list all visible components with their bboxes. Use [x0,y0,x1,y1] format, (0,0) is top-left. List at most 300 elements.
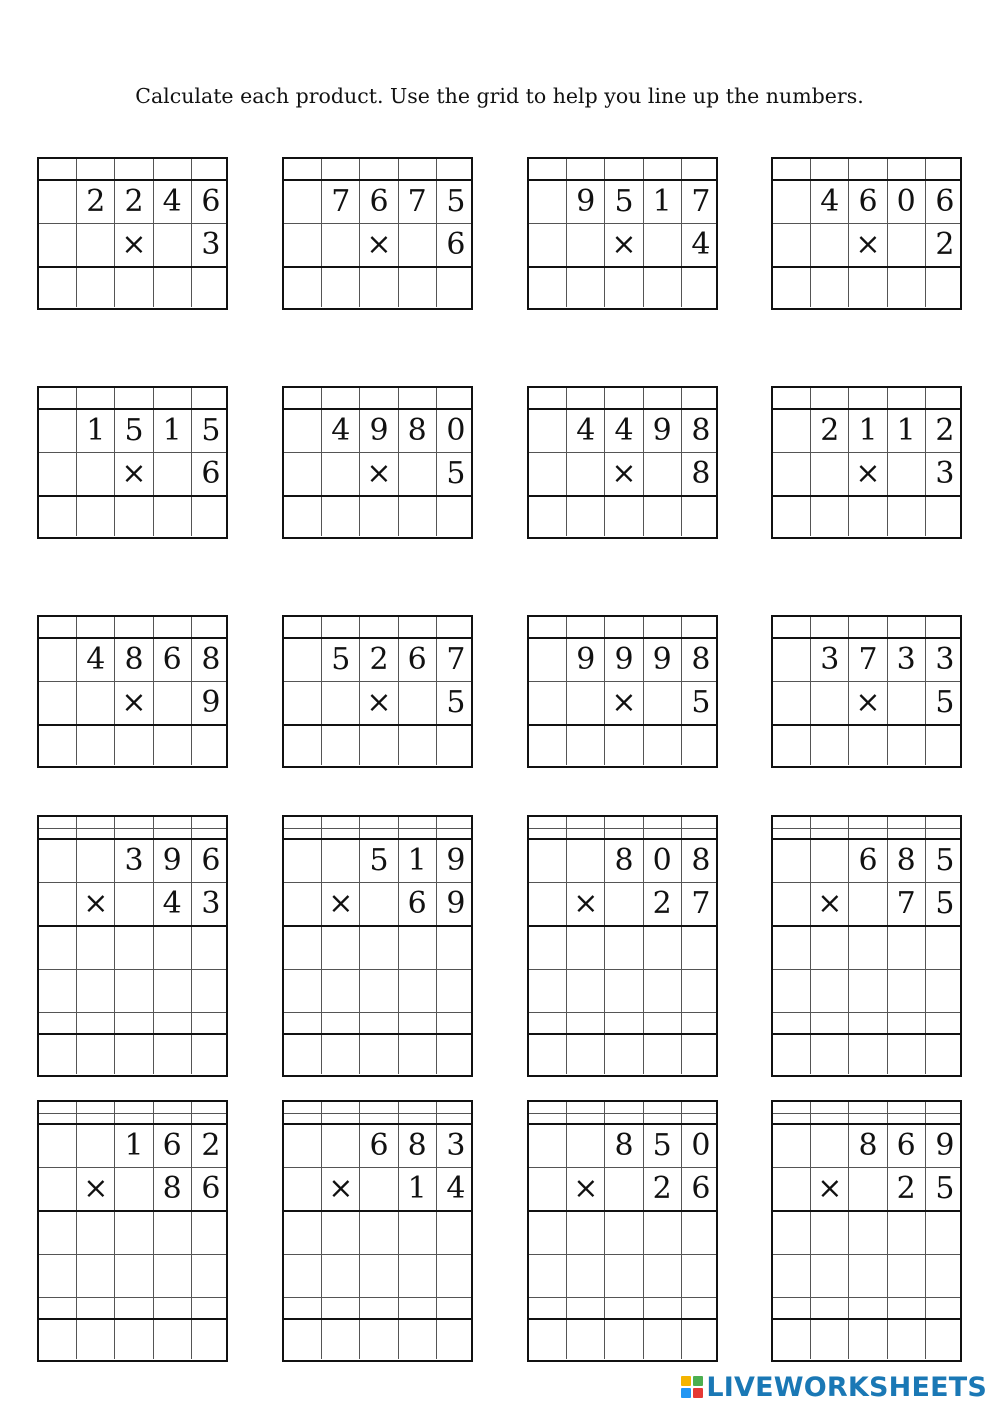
multiplier-digit: 5 [446,685,466,720]
grid-rule [284,408,471,410]
answer-cell [284,159,322,180]
answer-cell [926,617,964,638]
grid-cell [773,409,811,452]
grid-cell [284,180,322,223]
multiplication-grid [282,615,473,768]
multiplicand-digit: 6 [360,1124,398,1167]
answer-cell [39,159,77,180]
multiplicand-digit: 8 [115,638,153,681]
answer-cell [529,1297,567,1319]
answer-cell [39,1102,77,1113]
multiplication-grid [771,1100,962,1362]
multiplication-grid [282,157,473,310]
grid-rule [39,1297,226,1298]
multiplicand-digit: 9 [360,409,398,452]
answer-cell [888,1211,926,1254]
answer-cell [77,1319,115,1359]
multiplicand-digit: 0 [691,1127,711,1163]
answer-cell [888,1102,926,1113]
answer-cell [437,159,475,180]
grid-rule [284,223,471,224]
grid-cell [77,839,115,882]
multiplicand-digit: 8 [399,1124,437,1167]
multiplication-grid [37,157,228,310]
grid-cell [39,638,77,681]
multiplicand-digit: 9 [567,638,605,681]
answer-cell [437,1254,475,1297]
answer-cell [154,1297,192,1319]
grid-cell [529,180,567,223]
grid-rule [284,179,471,181]
answer-cell [605,1297,643,1319]
grid-rule [773,838,960,840]
answer-cell [682,1319,720,1359]
times-sign: × [567,1167,605,1211]
multiplication-grid [282,815,473,1077]
grid-rule [529,1033,716,1035]
answer-cell [322,1034,360,1074]
multiplicand-digit: 5 [605,180,643,223]
answer-cell [811,969,849,1012]
multiplicand-digit: 1 [888,409,926,452]
grid-rule [773,452,960,453]
answer-cell [115,617,153,638]
answer-cell [567,267,605,307]
answer-cell [437,725,475,765]
answer-cell [284,1012,322,1034]
multiplicand-digit: 7 [691,183,711,219]
answer-cell [926,817,964,828]
grid-rule [284,1297,471,1298]
answer-cell [399,159,437,180]
answer-cell [811,267,849,307]
grid-rule [39,828,226,829]
answer-cell [888,1012,926,1034]
answer-cell [644,1297,682,1319]
grid-rule [284,681,471,682]
answer-cell [567,969,605,1012]
answer-cell [529,1211,567,1254]
answer-cell [399,617,437,638]
answer-cell [644,1012,682,1034]
answer-cell [39,617,77,638]
answer-cell [284,1254,322,1297]
multiplicand-digit: 8 [888,839,926,882]
answer-cell [567,159,605,180]
multiplicand-digit: 9 [935,1127,955,1163]
answer-cell [811,1102,849,1113]
grid-cell [39,452,77,496]
grid-cell [529,409,567,452]
answer-cell [811,1319,849,1359]
multiplier-digit: 6 [201,456,221,491]
grid-cell [77,1124,115,1167]
grid-cell [773,839,811,882]
multiplicand-digit: 0 [644,839,682,882]
grid-cell [529,882,567,926]
answer-cell [399,1034,437,1074]
grid-rule [284,838,471,840]
grid-rule [39,1113,226,1114]
answer-cell [849,969,887,1012]
grid-rule [529,223,716,224]
multiplier-digit: 5 [935,685,955,720]
multiplier-digit: 7 [888,882,926,926]
grid-rule [529,1210,716,1212]
multiplier-digit: 6 [691,1171,711,1206]
grid-rule [284,1318,471,1320]
answer-cell [811,159,849,180]
grid-rule [284,452,471,453]
answer-cell [39,496,77,536]
grid-rule [284,969,471,970]
multiplication-grid [527,386,718,539]
grid-cell [154,681,192,725]
grid-rule [284,1254,471,1255]
times-sign: × [849,223,887,267]
answer-cell [605,267,643,307]
answer-cell [849,617,887,638]
times-sign: × [115,223,153,267]
multiplication-grid [527,815,718,1077]
answer-cell [399,817,437,828]
answer-cell [399,926,437,969]
answer-cell [192,1211,230,1254]
answer-cell [773,1254,811,1297]
answer-cell [682,969,720,1012]
multiplication-grid [37,815,228,1077]
multiplication-grid [771,615,962,768]
grid-rule [39,408,226,410]
answer-cell [811,617,849,638]
answer-cell [605,1254,643,1297]
answer-cell [849,388,887,409]
grid-rule [529,724,716,726]
answer-cell [567,1034,605,1074]
answer-cell [567,496,605,536]
answer-cell [322,159,360,180]
grid-cell [399,681,437,725]
answer-cell [849,1211,887,1254]
grid-cell [399,223,437,267]
grid-rule [284,266,471,268]
grid-cell [529,839,567,882]
grid-rule [529,925,716,927]
answer-cell [773,1012,811,1034]
answer-cell [567,1254,605,1297]
answer-cell [926,725,964,765]
answer-cell [888,817,926,828]
grid-rule [284,828,471,829]
grid-cell [322,452,360,496]
multiplier-digit: 6 [201,1171,221,1206]
grid-cell [888,223,926,267]
times-sign: × [322,1167,360,1211]
grid-rule [773,925,960,927]
grid-rule [529,1318,716,1320]
multiplier-digit: 2 [888,1167,926,1211]
answer-cell [154,617,192,638]
answer-cell [605,617,643,638]
answer-cell [154,817,192,828]
answer-cell [682,1254,720,1297]
answer-cell [77,267,115,307]
answer-cell [529,1034,567,1074]
answer-cell [437,817,475,828]
answer-cell [154,969,192,1012]
answer-cell [926,1254,964,1297]
answer-cell [322,1012,360,1034]
grid-cell [529,452,567,496]
answer-cell [360,496,398,536]
multiplier-digit: 5 [935,886,955,921]
answer-cell [322,496,360,536]
answer-cell [360,617,398,638]
multiplication-grid [37,386,228,539]
answer-cell [849,817,887,828]
multiplicand-digit: 9 [154,839,192,882]
grid-cell [567,1124,605,1167]
answer-cell [682,1211,720,1254]
multiplicand-digit: 8 [605,1124,643,1167]
grid-cell [39,223,77,267]
answer-cell [437,1102,475,1113]
multiplier-digit: 4 [691,227,711,262]
answer-cell [154,496,192,536]
grid-rule [284,1113,471,1114]
answer-cell [926,1012,964,1034]
answer-cell [529,388,567,409]
grid-rule [39,452,226,453]
grid-rule [773,1210,960,1212]
multiplicand-digit: 5 [201,412,221,448]
answer-cell [192,725,230,765]
multiplicand-digit: 3 [888,638,926,681]
grid-rule [773,1297,960,1298]
answer-cell [605,1319,643,1359]
answer-cell [644,817,682,828]
answer-cell [39,725,77,765]
multiplication-grid [37,1100,228,1362]
grid-rule [773,1033,960,1035]
grid-rule [39,1318,226,1320]
multiplicand-digit: 5 [644,1124,682,1167]
answer-cell [811,1297,849,1319]
multiplicand-digit: 6 [201,183,221,219]
multiplier-digit: 6 [446,227,466,262]
grid-rule [773,223,960,224]
answer-cell [773,1211,811,1254]
answer-cell [77,1211,115,1254]
grid-cell [322,839,360,882]
grid-rule [529,1113,716,1114]
multiplication-grid [37,615,228,768]
answer-cell [192,1102,230,1113]
answer-cell [284,1034,322,1074]
multiplicand-digit: 4 [567,409,605,452]
grid-rule [529,1254,716,1255]
grid-cell [773,223,811,267]
grid-rule [529,1012,716,1013]
multiplier-digit: 2 [935,227,955,262]
multiplicand-digit: 1 [849,409,887,452]
answer-cell [154,159,192,180]
grid-rule [773,266,960,268]
answer-cell [773,817,811,828]
answer-cell [605,388,643,409]
grid-rule [284,1167,471,1168]
grid-rule [529,266,716,268]
answer-cell [888,267,926,307]
answer-cell [811,926,849,969]
answer-cell [322,1297,360,1319]
multiplicand-digit: 6 [849,180,887,223]
times-sign: × [811,1167,849,1211]
grid-cell [773,638,811,681]
answer-cell [529,926,567,969]
answer-cell [529,817,567,828]
answer-cell [192,159,230,180]
answer-cell [773,725,811,765]
multiplicand-digit: 1 [644,180,682,223]
answer-cell [360,969,398,1012]
multiplicand-digit: 4 [154,180,192,223]
answer-cell [926,926,964,969]
multiplicand-digit: 8 [605,839,643,882]
times-sign: × [605,681,643,725]
answer-cell [888,388,926,409]
times-sign: × [115,681,153,725]
answer-cell [605,725,643,765]
answer-cell [529,496,567,536]
grid-rule [39,925,226,927]
multiplicand-digit: 9 [644,409,682,452]
multiplicand-digit: 8 [399,409,437,452]
answer-cell [360,1319,398,1359]
answer-cell [322,617,360,638]
multiplicand-digit: 9 [446,842,466,878]
answer-cell [39,1012,77,1034]
answer-cell [437,267,475,307]
grid-rule [39,1012,226,1013]
answer-cell [773,388,811,409]
answer-cell [115,1319,153,1359]
multiplicand-digit: 6 [399,638,437,681]
answer-cell [77,725,115,765]
multiplicand-digit: 6 [201,842,221,878]
answer-cell [77,1012,115,1034]
grid-cell [154,452,192,496]
grid-cell [39,1167,77,1211]
answer-cell [567,388,605,409]
times-sign: × [360,223,398,267]
multiplier-digit: 8 [154,1167,192,1211]
grid-cell [284,638,322,681]
grid-rule [773,882,960,883]
grid-cell [284,882,322,926]
answer-cell [773,267,811,307]
multiplicand-digit: 9 [644,638,682,681]
answer-cell [437,388,475,409]
multiplicand-digit: 8 [691,842,711,878]
answer-cell [567,926,605,969]
multiplicand-digit: 5 [935,842,955,878]
answer-cell [360,159,398,180]
answer-cell [77,1254,115,1297]
grid-cell [605,882,643,926]
grid-rule [284,1033,471,1035]
answer-cell [154,1034,192,1074]
multiplicand-digit: 1 [115,1124,153,1167]
answer-cell [437,496,475,536]
answer-cell [605,969,643,1012]
grid-rule [773,1123,960,1125]
grid-cell [77,452,115,496]
answer-cell [644,1211,682,1254]
answer-cell [360,725,398,765]
answer-cell [644,267,682,307]
answer-cell [77,617,115,638]
grid-rule [39,266,226,268]
answer-cell [154,926,192,969]
answer-cell [849,1297,887,1319]
grid-cell [322,1124,360,1167]
grid-rule [39,838,226,840]
grid-cell [644,223,682,267]
grid-cell [567,839,605,882]
answer-cell [192,1034,230,1074]
answer-cell [682,159,720,180]
times-sign: × [360,452,398,496]
multiplicand-digit: 4 [811,180,849,223]
answer-cell [77,159,115,180]
answer-cell [567,817,605,828]
answer-cell [360,1102,398,1113]
answer-cell [192,267,230,307]
multiplicand-digit: 6 [154,1124,192,1167]
multiplicand-digit: 7 [399,180,437,223]
answer-cell [399,1012,437,1034]
grid-cell [773,1167,811,1211]
answer-cell [773,1102,811,1113]
answer-cell [605,817,643,828]
grid-cell [529,681,567,725]
times-sign: × [322,882,360,926]
answer-cell [926,1211,964,1254]
grid-cell [567,452,605,496]
grid-rule [529,408,716,410]
answer-cell [399,969,437,1012]
answer-cell [811,388,849,409]
answer-cell [644,926,682,969]
answer-cell [39,1034,77,1074]
grid-cell [529,223,567,267]
answer-cell [360,1254,398,1297]
multiplicand-digit: 7 [322,180,360,223]
grid-rule [284,882,471,883]
multiplicand-digit: 3 [811,638,849,681]
multiplication-grid [771,157,962,310]
answer-cell [39,1254,77,1297]
answer-cell [192,1297,230,1319]
answer-cell [77,1297,115,1319]
multiplication-grid [282,1100,473,1362]
multiplicand-digit: 5 [446,183,466,219]
answer-cell [399,1211,437,1254]
multiplicand-digit: 4 [605,409,643,452]
answer-cell [682,725,720,765]
answer-cell [888,725,926,765]
